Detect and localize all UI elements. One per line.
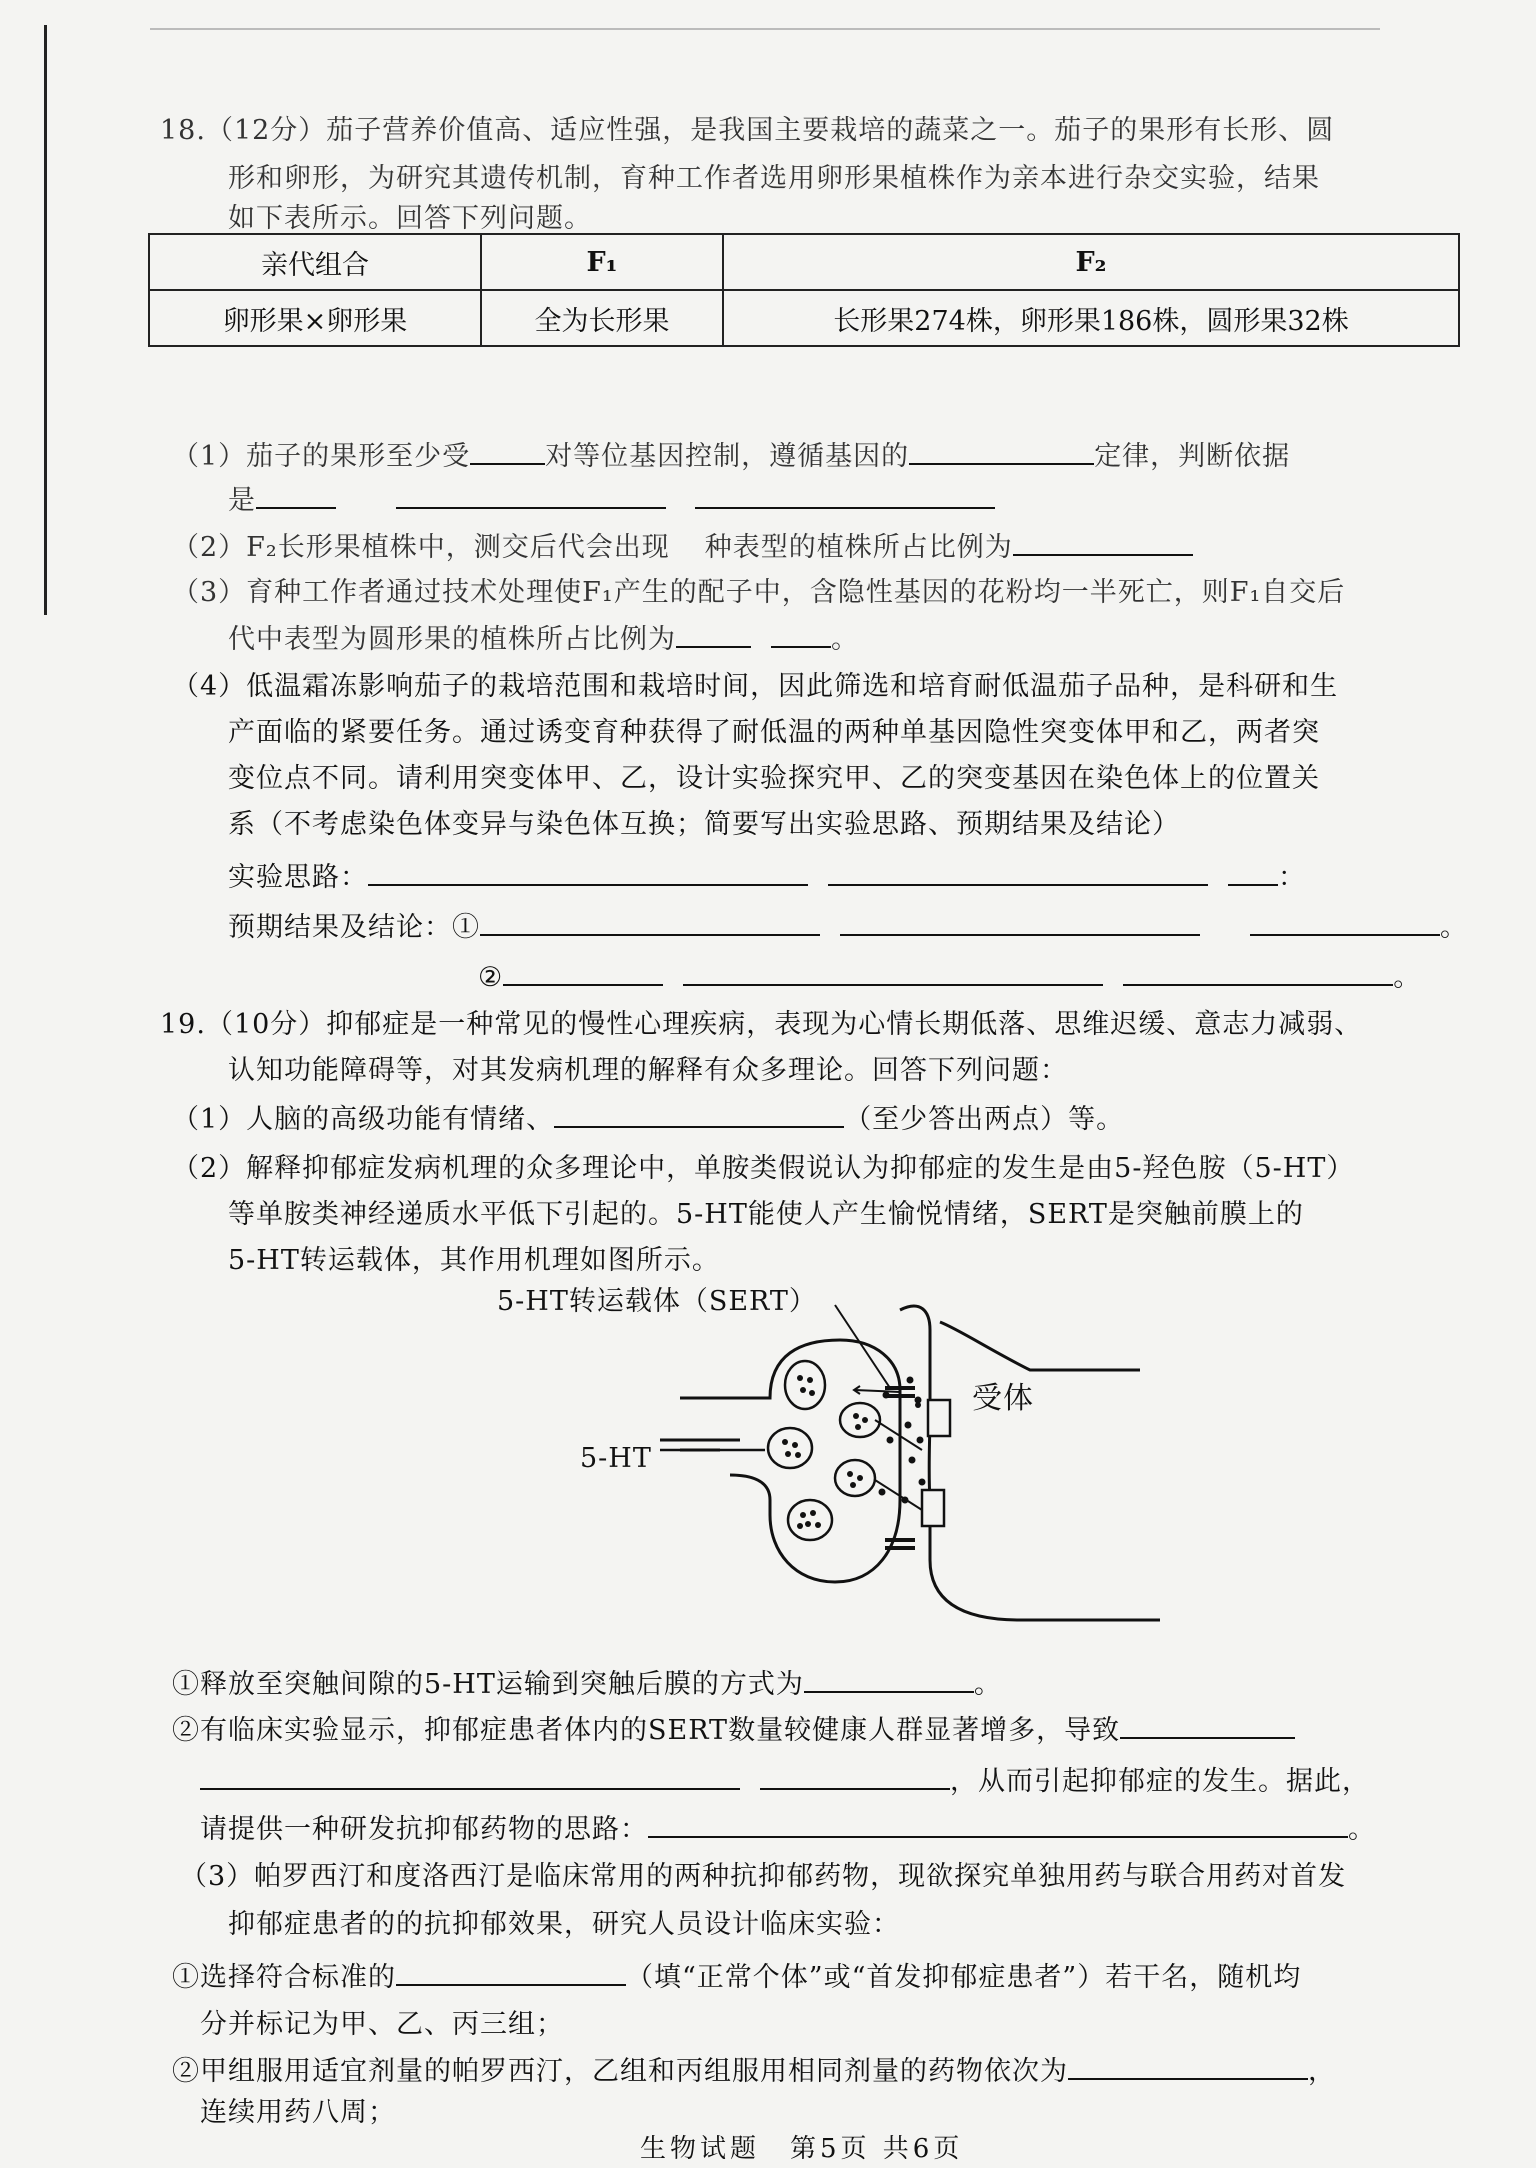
q18-part4-line4: 系（不考虑染色体变异与染色体互换；简要写出实验思路、预期结果及结论）: [228, 809, 1180, 840]
q19-part2-line2: 等单胺类神经递质水平低下引起的。5-HT能使人产生愉悦情绪，SERT是突触前膜上的: [228, 1199, 1304, 1230]
text: 对等位基因控制，遵循基因的: [545, 441, 910, 472]
q18-part3-line2: 代中表型为圆形果的植株所占比例为 。: [228, 620, 859, 659]
answer-blank[interactable]: [1250, 908, 1440, 936]
answer-blank[interactable]: [695, 481, 995, 509]
text: 定律，判断依据: [1094, 441, 1291, 472]
synapse-diagram: [660, 1300, 1180, 1640]
table-cell: 卵形果×卵形果: [149, 290, 481, 346]
table-header-row: [149, 234, 1459, 290]
q19-part3-line2: 抑郁症患者的的抗抑郁效果，研究人员设计临床实验：: [228, 1909, 900, 1940]
answer-blank[interactable]: [683, 958, 1103, 986]
text: 请提供一种研发抗抑郁药物的思路：: [200, 1814, 648, 1845]
q18-part2: [172, 528, 1193, 567]
q18-part1-line1: [172, 437, 1290, 476]
answer-blank[interactable]: [648, 1810, 1348, 1838]
q18-expected-result-1: 预期结果及结论：① 。: [228, 908, 1468, 947]
table-header-cell: 亲代组合: [149, 234, 481, 290]
q18-expected-result-2: ② 。: [478, 958, 1421, 997]
text: ，从而引起抑郁症的发生。据此，: [950, 1766, 1370, 1797]
answer-blank[interactable]: [480, 908, 820, 936]
text: ②甲组服用适宜剂量的帕罗西汀，乙组和丙组服用相同剂量的药物依次为: [172, 2056, 1068, 2087]
table-row: [149, 290, 1459, 346]
answer-blank[interactable]: [396, 481, 666, 509]
text: 种表型的植株所占比例为: [704, 532, 1013, 563]
answer-blank[interactable]: [804, 1665, 974, 1693]
q19-intro-line2: 认知功能障碍等，对其发病机理的解释有众多理论。回答下列问题：: [228, 1055, 1068, 1086]
q19-intro-line1: 19.（10分）抑郁症是一种常见的慢性心理疾病，表现为心情长期低落、思维迟缓、意志力减弱、: [160, 1009, 1363, 1040]
q19-part3-line1: （3）帕罗西汀和度洛西汀是临床常用的两种抗抑郁药物，现欲探究单独用药与联合用药对首发: [180, 1861, 1347, 1892]
answer-blank[interactable]: [828, 858, 1208, 886]
q18-part1-line2: [228, 481, 995, 520]
q19-part3-step2-line1: [172, 2052, 1336, 2091]
answer-blank[interactable]: [200, 1762, 740, 1790]
5ht-label: 5-HT: [580, 1443, 652, 1474]
vesicle: [768, 1428, 812, 1468]
q18-experiment-idea: 实验思路： ：: [228, 858, 1306, 897]
text: ①选择符合标准的: [172, 1962, 396, 1993]
vesicle: [835, 1460, 875, 1496]
receptor: [928, 1400, 950, 1436]
vesicle: [788, 1500, 832, 1540]
q19-sub2-line1: [172, 1711, 1295, 1750]
text: （至少答出两点）等。: [844, 1104, 1125, 1135]
text: ①释放至突触间隙的5-HT运输到突触后膜的方式为: [172, 1669, 804, 1700]
postsynaptic-membrane: [900, 1306, 1160, 1620]
answer-blank[interactable]: [256, 481, 336, 509]
answer-blank[interactable]: [1228, 858, 1278, 886]
answer-blank[interactable]: [1068, 2052, 1308, 2080]
top-rule: [150, 28, 1380, 30]
text: ，: [1308, 2056, 1336, 2087]
q18-intro-line3: 如下表所示。回答下列问题。: [228, 203, 592, 234]
margin-line: [44, 25, 47, 615]
q19-part2-line1: （2）解释抑郁症发病机理的众多理论中，单胺类假说认为抑郁症的发生是由5-羟色胺（5-HT）: [172, 1153, 1355, 1184]
text: 代中表型为圆形果的植株所占比例为: [228, 624, 676, 655]
answer-blank[interactable]: [1123, 958, 1393, 986]
q18-part4-line2: 产面临的紧要任务。通过诱变育种获得了耐低温的两种单基因隐性突变体甲和乙，两者突: [228, 717, 1320, 748]
text: 。: [1348, 1814, 1376, 1845]
answer-blank[interactable]: [840, 908, 1200, 936]
table-cell: 全为长形果: [481, 290, 723, 346]
text: 实验思路：: [228, 862, 368, 893]
answer-blank[interactable]: [368, 858, 808, 886]
text: （2）F₂长形果植株中，测交后代会出现: [172, 532, 670, 563]
text: 预期结果及结论：①: [228, 912, 480, 943]
vesicle: [785, 1361, 825, 1409]
text: （1）人脑的高级功能有情绪、: [172, 1104, 555, 1135]
page-footer: 生物试题 第5页 共6页: [640, 2134, 964, 2164]
answer-blank[interactable]: [1120, 1711, 1295, 1739]
postsynaptic-membrane: [940, 1322, 1140, 1370]
answer-blank[interactable]: [760, 1762, 950, 1790]
text: 。: [973, 1669, 1002, 1700]
q19-part3-step2-line2: 连续用药八周；: [200, 2097, 396, 2128]
text: ②有临床实验显示，抑郁症患者体内的SERT数量较健康人群显著增多，导致: [172, 1715, 1121, 1746]
q19-sub2-line2: [200, 1762, 1370, 1801]
text: （1）茄子的果形至少受: [172, 441, 471, 472]
q18-part3-line1: （3）育种工作者通过技术处理使F₁产生的配子中，含隐性基因的花粉均一半死亡，则F₁自交后: [172, 577, 1346, 608]
answer-blank[interactable]: [676, 620, 751, 648]
answer-blank[interactable]: [1013, 528, 1193, 556]
vesicle: [840, 1403, 880, 1437]
answer-blank[interactable]: [670, 530, 705, 556]
q19-sub1: [172, 1665, 1002, 1704]
q18-part4-line3: 变位点不同。请利用突变体甲、乙，设计实验探究甲、乙的突变基因在染色体上的位置关: [228, 763, 1320, 794]
q19-part1: [172, 1100, 1124, 1139]
answer-blank[interactable]: [909, 437, 1094, 465]
sert-label: 5-HT转运载体（SERT）: [497, 1286, 817, 1317]
q19-part2-line3: 5-HT转运载体，其作用机理如图所示。: [228, 1245, 720, 1276]
receptor-label: 受体: [972, 1381, 1034, 1416]
answer-blank[interactable]: [554, 1100, 844, 1128]
q18-results-table: [148, 233, 1460, 347]
answer-blank[interactable]: [396, 1958, 626, 1986]
answer-blank[interactable]: [771, 620, 831, 648]
q19-sub2-line3: [200, 1810, 1376, 1849]
q19-part3-step1-line1: [172, 1958, 1301, 1997]
text: ②: [478, 962, 504, 993]
table-header-cell: F₂: [723, 234, 1459, 290]
q18-part4-line1: （4）低温霜冻影响茄子的栽培范围和栽培时间，因此筛选和培育耐低温茄子品种，是科研和生: [172, 671, 1339, 702]
answer-blank[interactable]: [470, 437, 545, 465]
q18-intro-line2: 形和卵形，为研究其遗传机制，育种工作者选用卵形果植株作为亲本进行杂交实验，结果: [228, 163, 1320, 194]
text: （填“正常个体”或“首发抑郁症患者”）若干名，随机均: [626, 1962, 1302, 1993]
receptor: [922, 1490, 944, 1526]
q19-part3-step1-line2: 分并标记为甲、乙、丙三组；: [200, 2009, 564, 2040]
q18-intro-line1: 18.（12分）茄子营养价值高、适应性强，是我国主要栽培的蔬菜之一。茄子的果形有长形、圆: [160, 115, 1335, 146]
text: 是: [228, 485, 256, 516]
table-cell: 长形果274株，卵形果186株，圆形果32株: [723, 290, 1459, 346]
table-header-cell: F₁: [481, 234, 723, 290]
answer-blank[interactable]: [503, 958, 663, 986]
presynaptic-membrane: [680, 1340, 900, 1582]
